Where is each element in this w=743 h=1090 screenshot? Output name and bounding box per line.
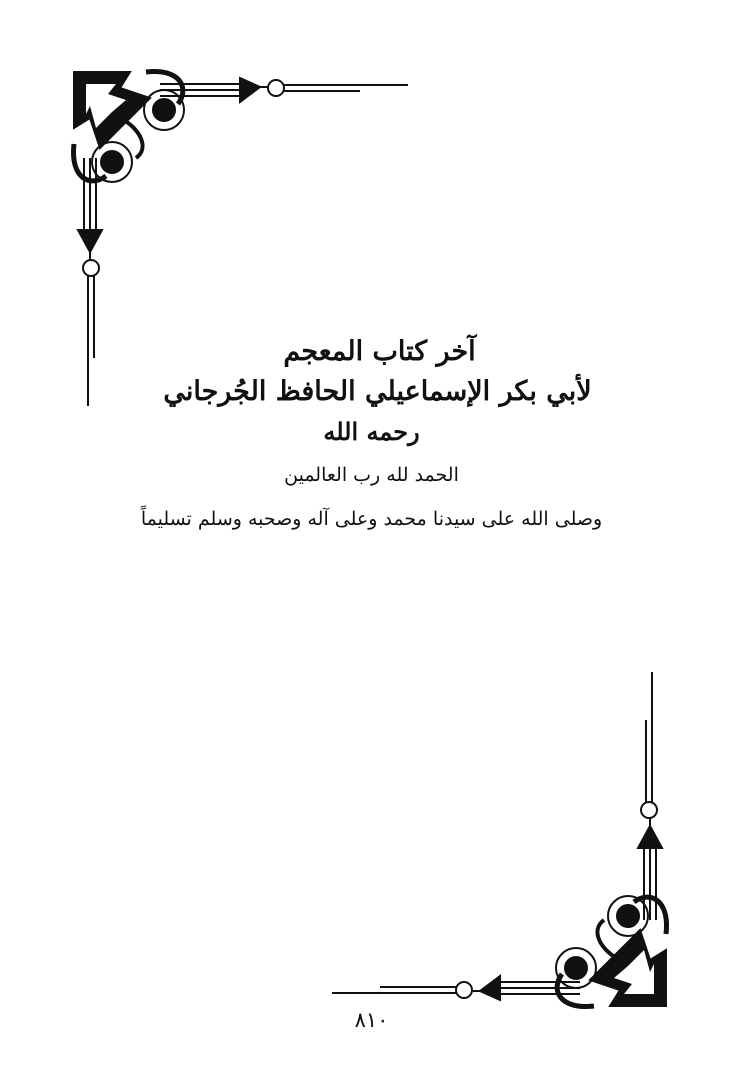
colophon-blessing: وصلى الله على سيدنا محمد وعلى آله وصحبه وسلم تسليماً — [140, 508, 603, 530]
colophon-invocation: رحمه الله — [323, 417, 420, 446]
page-number: ٨١٠ — [354, 1008, 389, 1032]
corner-ornament-bottom-right-icon — [320, 660, 680, 1020]
colophon — [0, 332, 743, 536]
colophon-author: لأبي بكر الإسماعيلي الحافظ الجُرجاني — [163, 376, 592, 407]
colophon-praise: الحمد لله رب العالمين — [284, 464, 459, 486]
colophon-title: آخر كتاب المعجم — [283, 336, 476, 367]
